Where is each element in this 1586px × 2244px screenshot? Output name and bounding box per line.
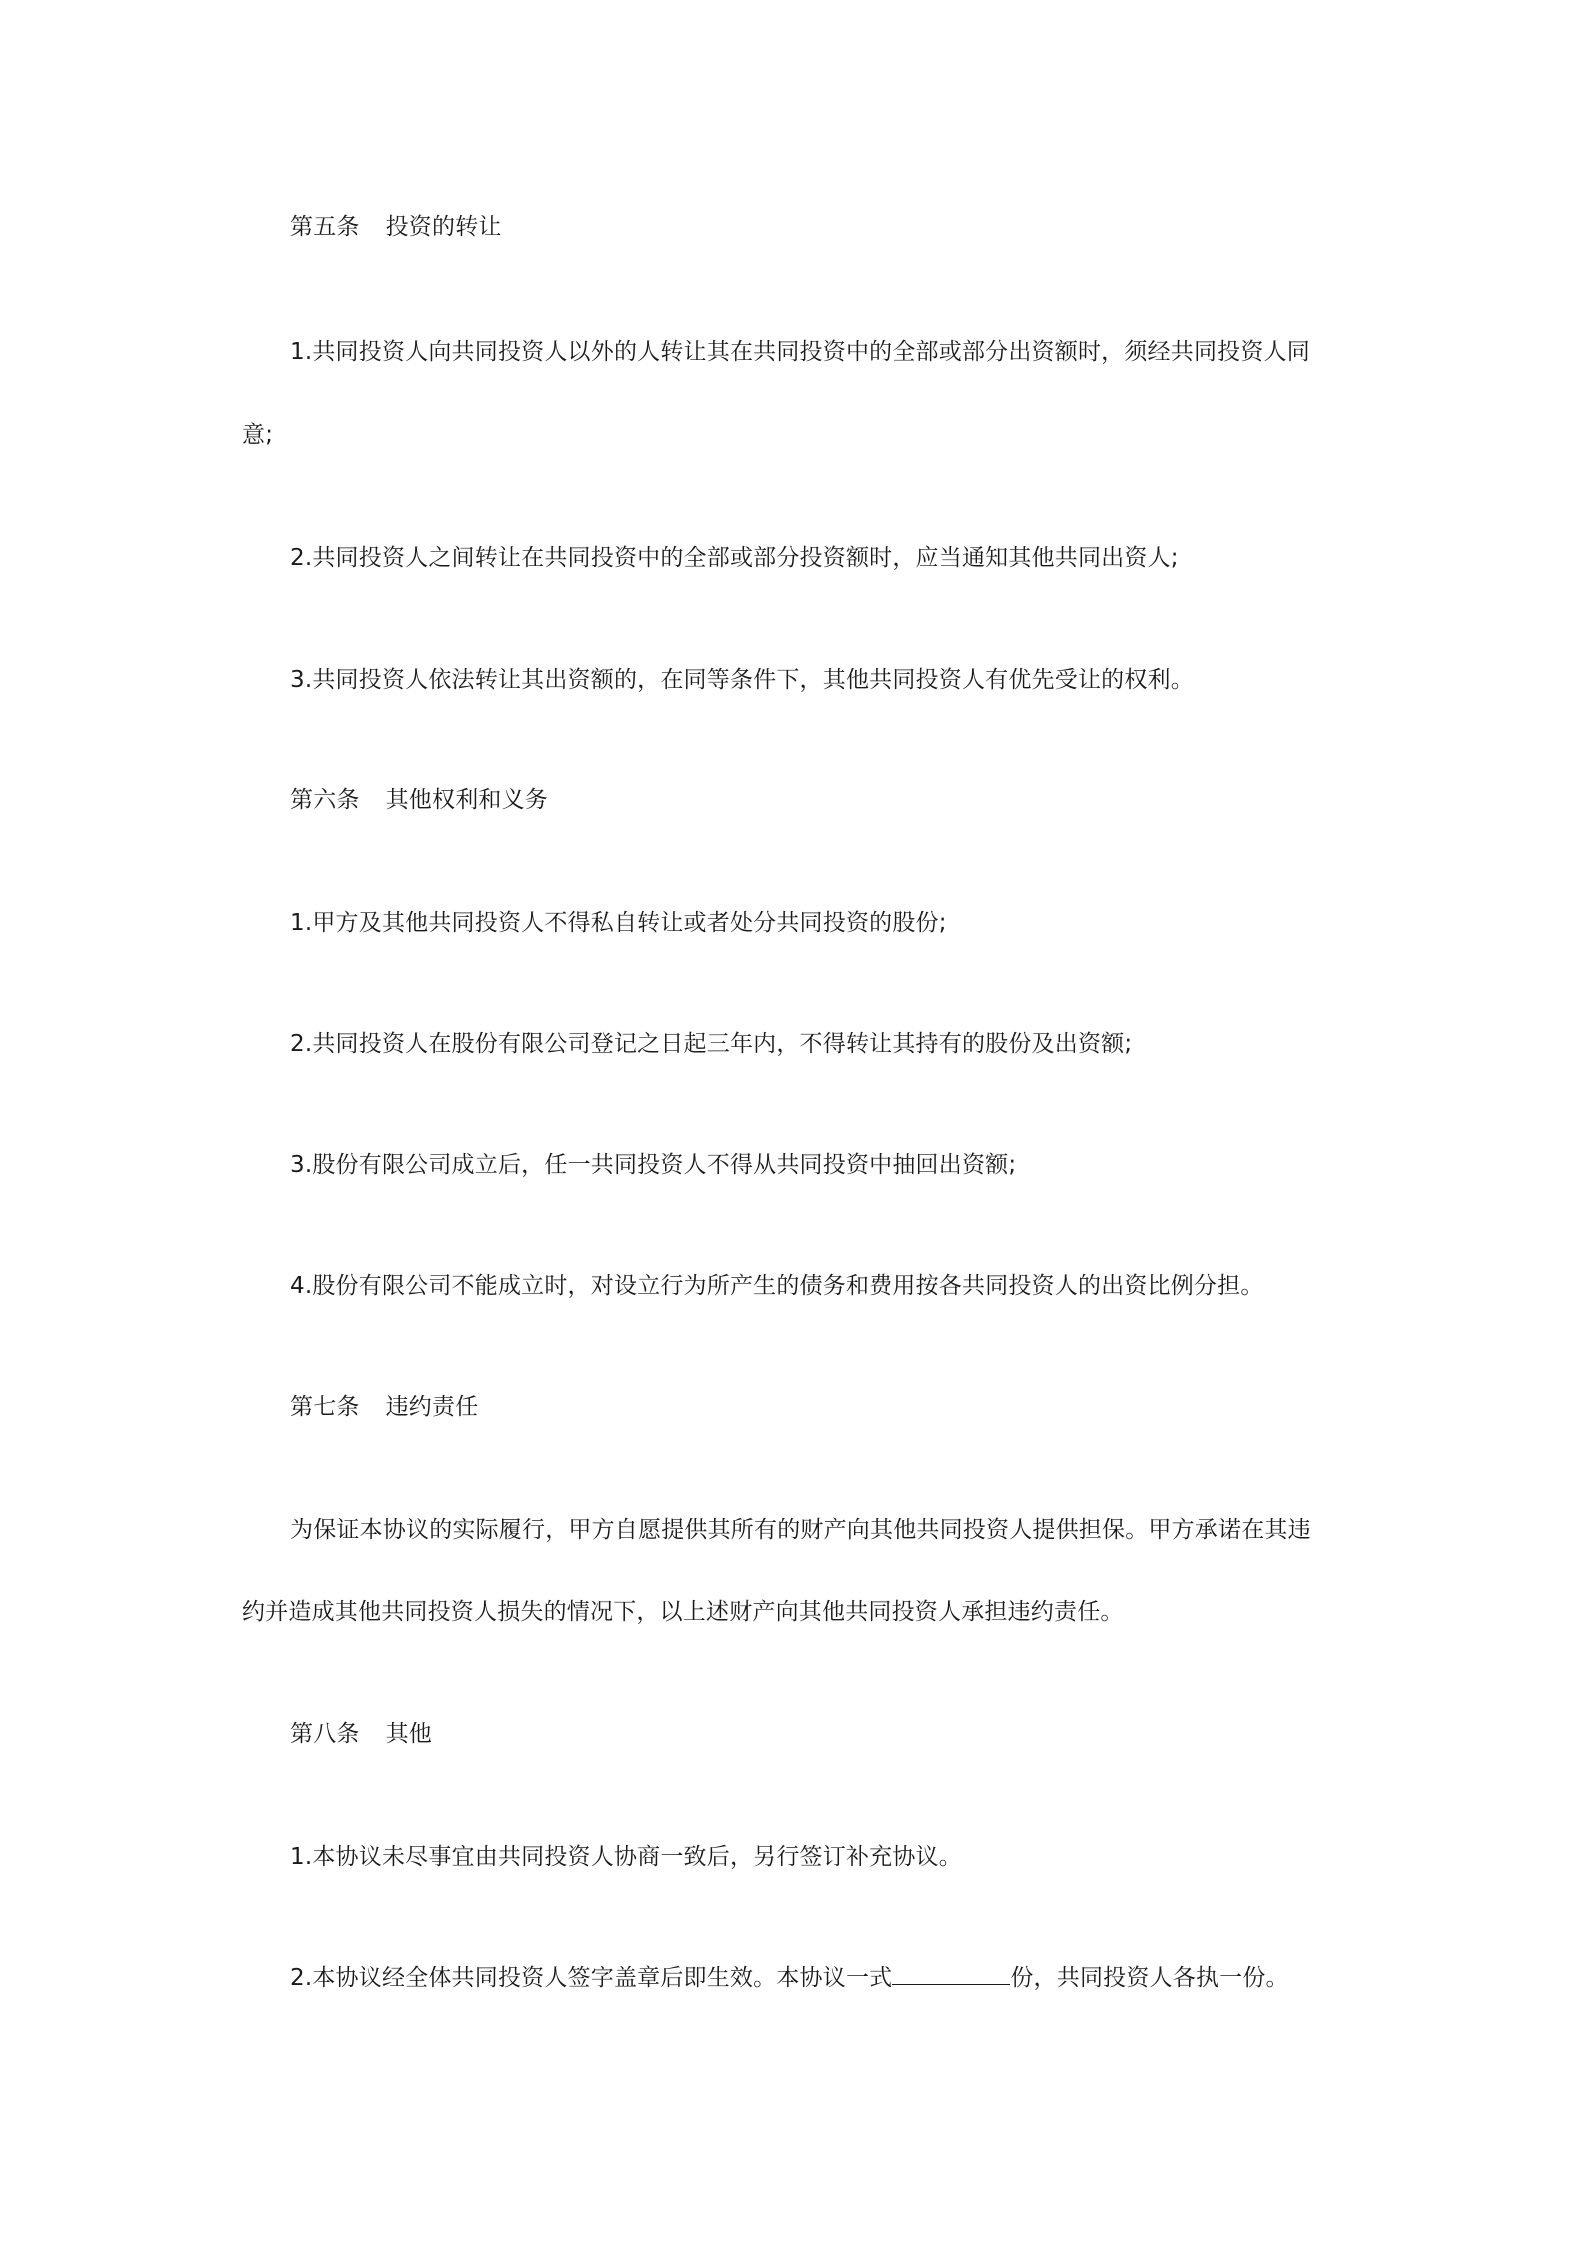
article-5-item-2: 2.共同投资人之间转让在共同投资中的全部或部分投资额时，应当通知其他共同出资人;: [290, 545, 1179, 571]
article-6-item-1: 1.甲方及其他共同投资人不得私自转让或者处分共同投资的股份;: [290, 910, 947, 936]
article-title: 违约责任: [385, 1394, 479, 1420]
article-6-item-3: 3.股份有限公司成立后，任一共同投资人不得从共同投资中抽回出资额;: [290, 1152, 1017, 1178]
article-5-heading: [290, 212, 502, 242]
article-6-heading: [290, 785, 548, 815]
article-5-item-1-line-2: 意;: [242, 422, 274, 448]
copies-blank-field: [892, 1962, 1010, 1985]
article-5-item-1-line-1: 1.共同投资人向共同投资人以外的人转让其在共同投资中的全部或部分出资额时，须经共同投资人同: [290, 339, 1310, 365]
article-title: 投资的转让: [385, 214, 502, 240]
item-text-after-blank: 份，共同投资人各执一份。: [1010, 1965, 1289, 1991]
article-8-item-1: 1.本协议未尽事宜由共同投资人协商一致后，另行签订补充协议。: [290, 1844, 962, 1870]
article-number: 第六条: [290, 787, 360, 813]
article-number: 第八条: [290, 1721, 360, 1747]
article-8-heading: [290, 1719, 432, 1749]
article-7-paragraph-line-2: 约并造成其他共同投资人损失的情况下，以上述财产向其他共同投资人承担违约责任。: [242, 1599, 1124, 1625]
article-6-item-2: 2.共同投资人在股份有限公司登记之日起三年内，不得转让其持有的股份及出资额;: [290, 1031, 1133, 1057]
article-number: 第七条: [290, 1394, 360, 1420]
article-5-item-3: 3.共同投资人依法转让其出资额的，在同等条件下，其他共同投资人有优先受让的权利。: [290, 667, 1194, 693]
article-7-paragraph-line-1: 为保证本协议的实际履行，甲方自愿提供其所有的财产向其他共同投资人提供担保。甲方承诺在其违: [290, 1517, 1311, 1543]
article-8-item-2: [290, 1962, 1289, 1993]
article-title: 其他权利和义务: [385, 787, 549, 813]
article-6-item-4: 4.股份有限公司不能成立时，对设立行为所产生的债务和费用按各共同投资人的出资比例分担。: [290, 1273, 1264, 1299]
article-title: 其他: [385, 1721, 433, 1747]
article-number: 第五条: [290, 214, 360, 240]
item-text-before-blank: 2.本协议经全体共同投资人签字盖章后即生效。本协议一式: [290, 1965, 893, 1991]
article-7-heading: [290, 1392, 478, 1422]
